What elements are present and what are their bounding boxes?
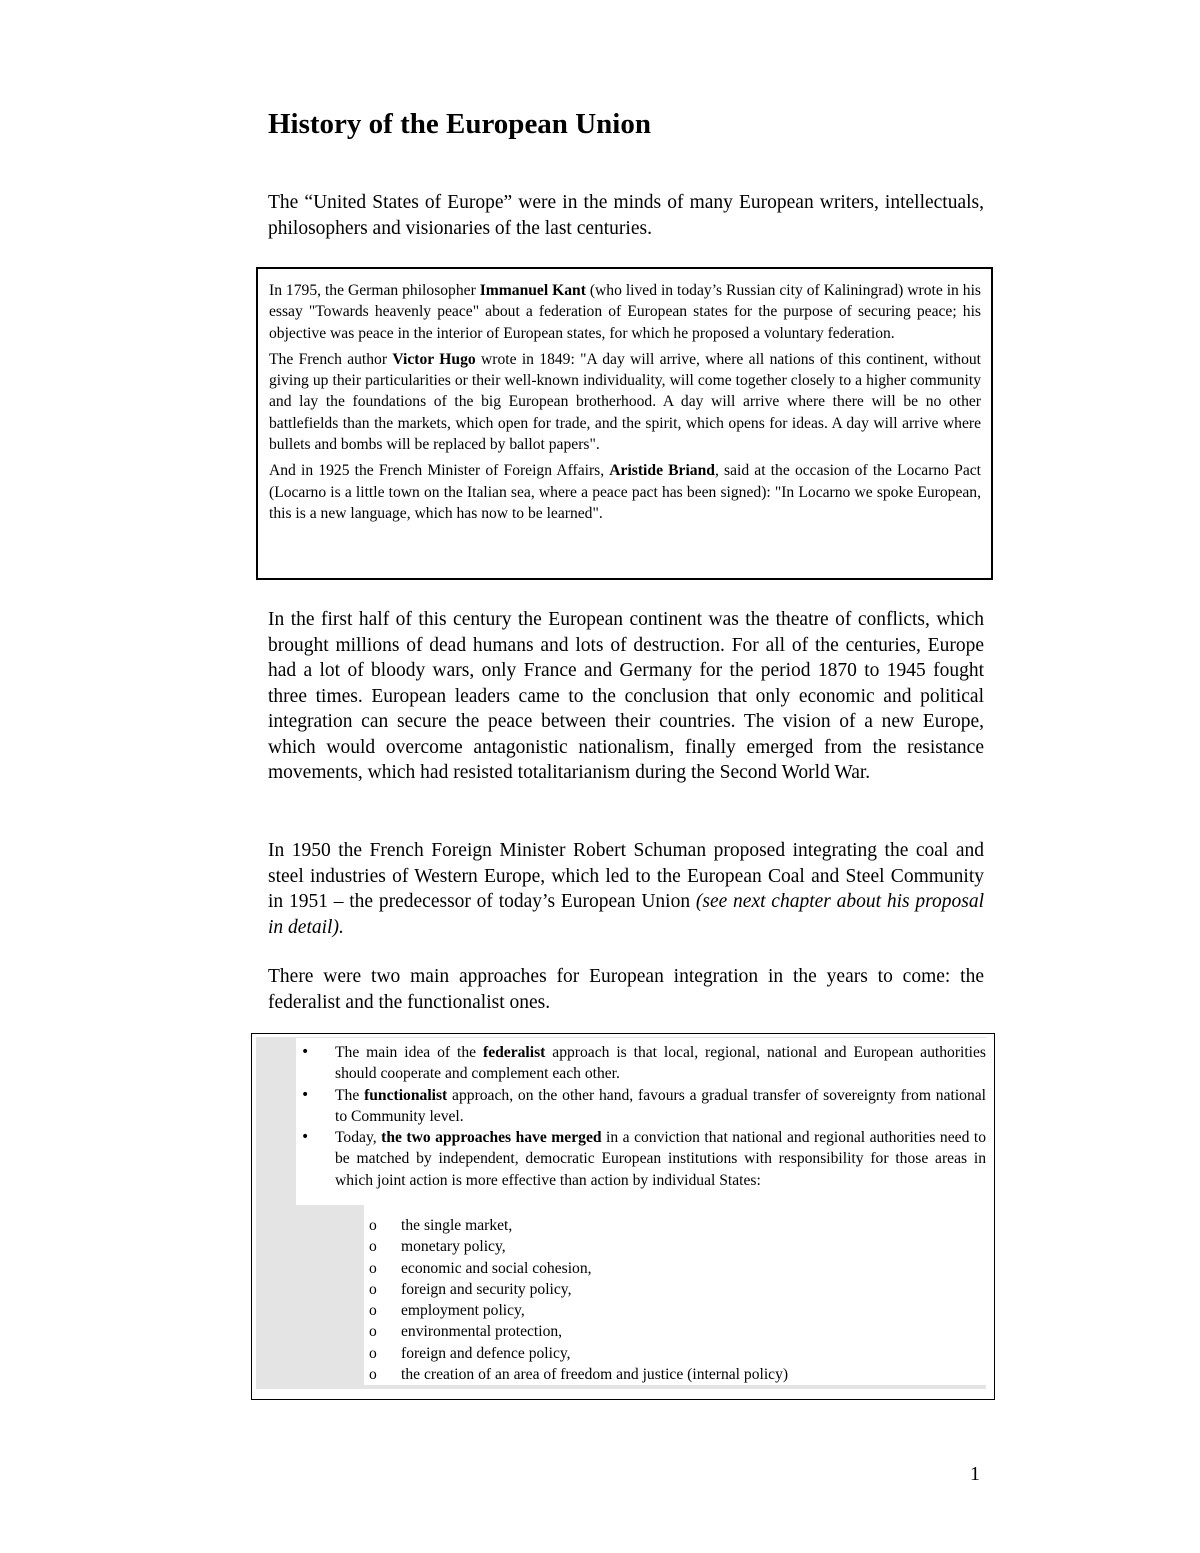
- hugo-name: Victor Hugo: [392, 350, 476, 368]
- policy-area-item: o environmental protection,: [369, 1321, 788, 1342]
- conflicts-paragraph: In the first half of this century the European continent was the theatre of conflicts, which brought millions of dead humans and lots of destruction. For all of the centuries, Europe had a lot of bloody wars, only France and Germany for the period 1870 to 1945 fought three times. European leaders came to the conclusion that only economic and political integration can secure the peace between their countries. The vision of a new Europe, which would overcome antagonistic nationalism, finally emerged from the resistance movements, which had resisted totalitarianism during the Second World War.: [268, 609, 984, 783]
- policy-area-item: o the single market,: [369, 1215, 788, 1236]
- briand-quote: And in 1925 the French Minister of Foreign Affairs, Aristide Briand, said at the occasion of the Locarno Pact (Locarno is a little town on the Italian sea, where a peace pact has been signed): "In Locarno we spoke European, this is a new language, which has now to be learned".: [269, 462, 981, 522]
- bullet-icon: •: [301, 1086, 310, 1103]
- circle-bullet-icon: o: [369, 1217, 377, 1234]
- functionalist-item: • The functionalist approach, on the other hand, favours a gradual transfer of sovereignty from national to Community level.: [301, 1086, 986, 1125]
- policy-area-item: o foreign and security policy,: [369, 1279, 788, 1300]
- page-title: History of the European Union: [268, 108, 651, 140]
- policy-area-item: o foreign and defence policy,: [369, 1343, 788, 1364]
- circle-bullet-icon: o: [369, 1302, 377, 1320]
- circle-bullet-icon: o: [369, 1280, 377, 1298]
- page-number: 1: [970, 1463, 980, 1485]
- policy-areas-list: [369, 1215, 788, 1385]
- circle-bullet-icon: o: [369, 1238, 377, 1256]
- policy-area-item: o employment policy,: [369, 1300, 788, 1321]
- circle-bullet-icon: o: [369, 1366, 377, 1384]
- bullet-icon: •: [301, 1044, 310, 1060]
- federalist-item: • The main idea of the federalist approach is that local, regional, national and European authorities should cooperate and complement each other.: [301, 1044, 986, 1083]
- policy-area-item: o economic and social cohesion,: [369, 1258, 788, 1279]
- bullet-icon: •: [301, 1129, 310, 1146]
- quotes-box: [256, 267, 993, 580]
- briand-name: Aristide Briand: [609, 462, 715, 480]
- circle-bullet-icon: o: [369, 1344, 377, 1362]
- approaches-paragraph: There were two main approaches for European integration in the years to come: the federalist and the functionalist ones.: [268, 966, 984, 1013]
- merged-item: • Today, the two approaches have merged in a conviction that national and regional authorities need to be matched by independent, democratic European institutions with responsibility for those areas in which joint action is more effective than action by individual States:: [301, 1129, 986, 1189]
- policy-area-item: o monetary policy,: [369, 1236, 788, 1257]
- circle-bullet-icon: o: [369, 1323, 377, 1341]
- policy-area-item: o the creation of an area of freedom and justice (internal policy): [369, 1364, 788, 1385]
- hugo-quote: The French author Victor Hugo wrote in 1849: "A day will arrive, where all nations of this continent, without giving up their particularities or their well-known individuality, will come together closely to a higher community and lay the foundations of the big European brotherhood. A day will arrive where there will be no other battlefields than the markets, which open for trade, and the spirit, which opens for ideas. A day will arrive where bullets and bombs will be replaced by ballot papers".: [269, 350, 982, 454]
- kant-quote: In 1795, the German philosopher Immanuel Kant (who lived in today’s Russian city of Kaliningrad) wrote in his essay "Towards heavenly peace" about a federation of European states for the purpose of securing peace; his objective was peace in the interior of European states, for which he proposed a voluntary federation.: [269, 282, 981, 342]
- approaches-list: [298, 1042, 986, 1191]
- schuman-note: (see next chapter about his proposal in detail).: [268, 891, 984, 938]
- kant-name: Immanuel Kant: [479, 282, 586, 299]
- circle-bullet-icon: o: [369, 1259, 377, 1277]
- approaches-box: [251, 1033, 995, 1400]
- intro-paragraph: The “United States of Europe” were in the minds of many European writers, intellectuals, philosophers and visionaries of the last centuries.: [268, 192, 984, 239]
- schuman-paragraph: In 1950 the French Foreign Minister Robert Schuman proposed integrating the coal and steel industries of Western Europe, which led to the European Coal and Steel Community in 1951 – the predecessor of today’s European Union (see next chapter about his proposal in detail).: [268, 840, 984, 938]
